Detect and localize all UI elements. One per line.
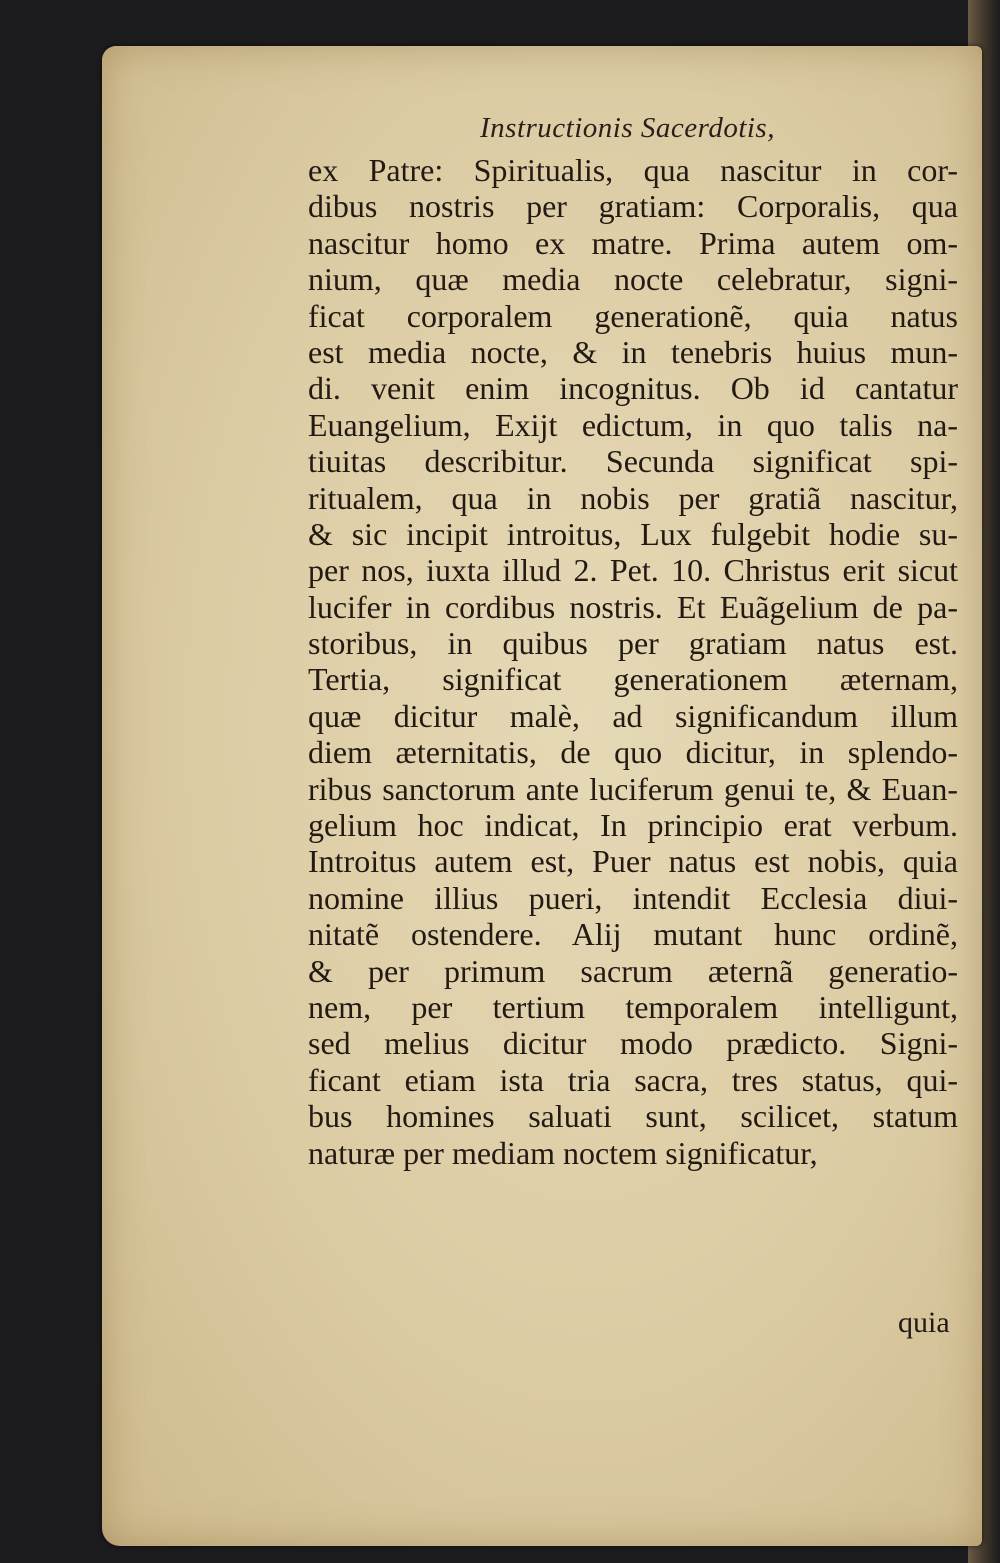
text-line: nascitur homo ex matre. Prima autem om-: [308, 224, 958, 261]
text-line: nem, per tertium temporalem intelligunt,: [308, 988, 958, 1025]
text-line: nomine illius pueri, intendit Ecclesia diui-: [308, 879, 958, 916]
text-line: ficat corporalem generationẽ, quia natus: [308, 297, 958, 334]
text-line: quæ dicitur malè, ad significandum illum: [308, 697, 958, 734]
text-line: Introitus autem est, Puer natus est nobis, quia: [308, 843, 958, 880]
text-line: Euangelium, Exijt edictum, in quo talis na-: [308, 406, 958, 443]
running-head: Instructionis Sacerdotis,: [480, 112, 775, 144]
text-line: ribus sanctorum ante luciferum genui te, & Euan-: [308, 770, 958, 807]
text-line: gelium hoc indicat, In principio erat verbum.: [308, 807, 958, 844]
text-line: ritualem, qua in nobis per gratiã nascitur,: [308, 479, 958, 516]
text-line: per nos, iuxta illud 2. Pet. 10. Christus erit sicut: [308, 552, 958, 589]
text-line: di. venit enim incognitus. Ob id cantatur: [308, 370, 958, 407]
text-line: nium, quæ media nocte celebratur, signi-: [308, 261, 958, 298]
text-line: est media nocte, & in tenebris huius mun-: [308, 333, 958, 370]
text-line: storibus, in quibus per gratiam natus est.: [308, 625, 958, 662]
text-line: & per primum sacrum æternã generatio-: [308, 952, 958, 989]
text-line: Tertia, significat generationem æternam,: [308, 661, 958, 698]
text-line: ficant etiam ista tria sacra, tres status, qui-: [308, 1061, 958, 1098]
text-line: sed melius dicitur modo prædicto. Signi-: [308, 1025, 958, 1062]
text-line: naturæ per mediam noctem significatur,: [308, 1134, 818, 1171]
text-line: ex Patre: Spiritualis, qua nascitur in cor-: [308, 152, 958, 188]
body-text: [308, 152, 958, 1171]
text-line: dibus nostris per gratiam: Corporalis, qua: [308, 188, 958, 225]
text-line: diem æternitatis, de quo dicitur, in splendo-: [308, 734, 958, 771]
text-line: bus homines saluati sunt, scilicet, statum: [308, 1098, 958, 1135]
text-line: lucifer in cordibus nostris. Et Euãgelium de pa-: [308, 588, 958, 625]
catchword: quia: [898, 1306, 950, 1339]
text-line: tiuitas describitur. Secunda significat spi-: [308, 443, 958, 480]
text-line: & sic incipit introitus, Lux fulgebit hodie su-: [308, 515, 958, 552]
text-line: nitatẽ ostendere. Alij mutant hunc ordinẽ,: [308, 916, 958, 953]
